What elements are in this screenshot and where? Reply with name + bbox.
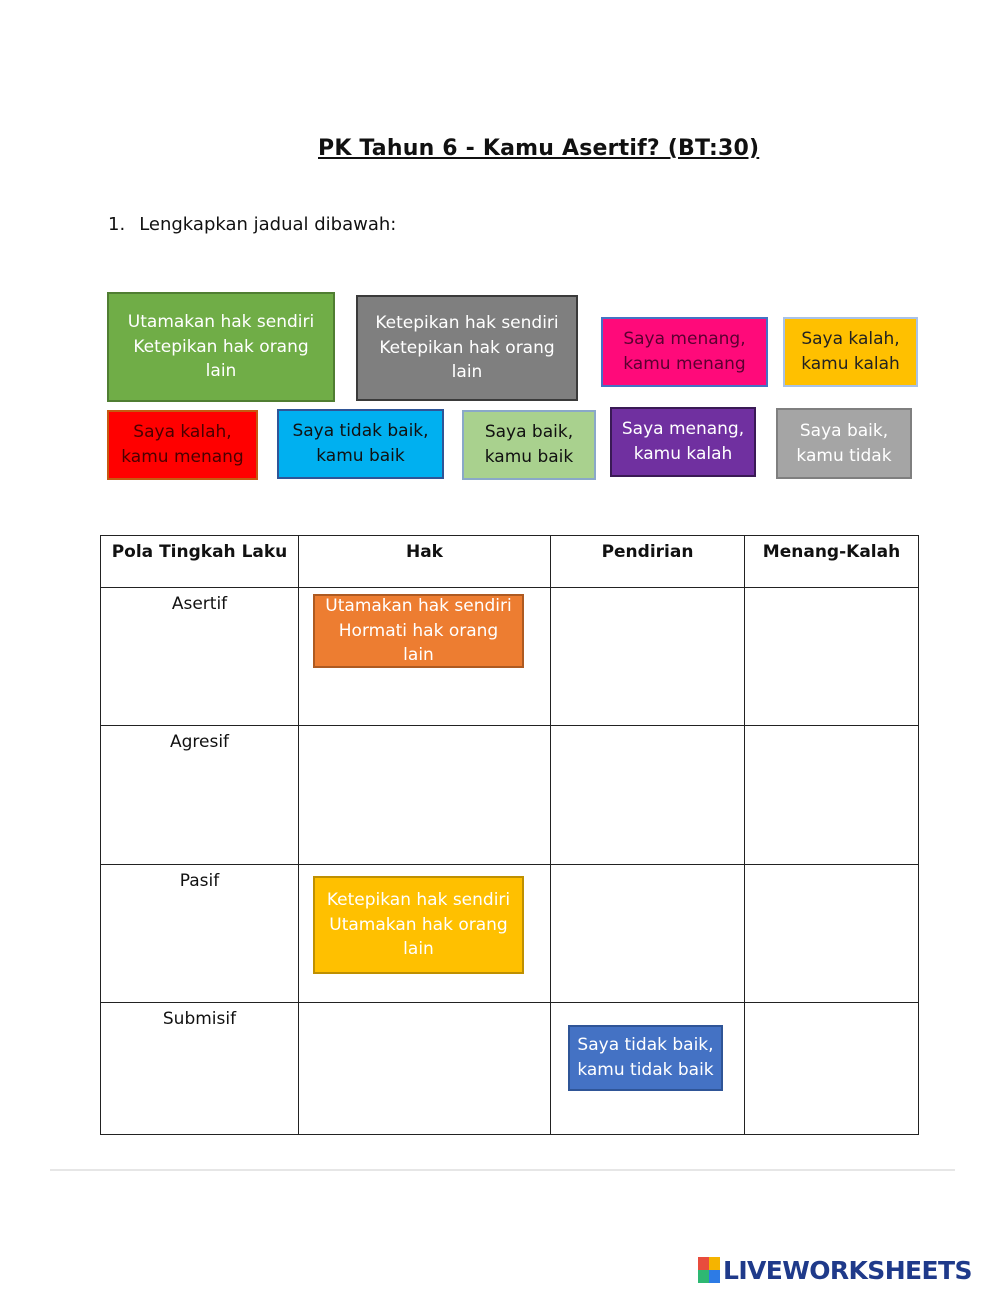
answer-card[interactable]: Saya baik, kamu baik [462,410,596,480]
worksheet-title: PK Tahun 6 - Kamu Asertif? (BT:30) [318,136,760,161]
drop-zone[interactable] [299,1003,551,1135]
row-label-submisif: Submisif [101,1003,299,1135]
row-label-agresif: Agresif [101,726,299,865]
placed-card[interactable]: Saya tidak baik, kamu tidak baik [568,1025,723,1091]
answer-card[interactable]: Saya baik, kamu tidak [776,408,912,479]
header-pola-tingkah-laku: Pola Tingkah Laku [101,536,299,588]
answer-card[interactable]: Saya menang, kamu kalah [610,407,756,477]
drop-zone[interactable] [745,726,919,865]
placed-card[interactable]: Utamakan hak sendiri Hormati hak orang lain [313,594,524,668]
instruction-number: 1. [108,214,126,235]
instruction-text: Lengkapkan jadual dibawah: [139,214,397,235]
liveworksheets-logo-icon [698,1257,720,1283]
drop-zone[interactable] [745,1003,919,1135]
drop-zone[interactable] [745,588,919,726]
answer-card[interactable]: Saya kalah, kamu menang [107,410,258,480]
placed-card[interactable]: Ketepikan hak sendiri Utamakan hak orang lain [313,876,524,974]
row-label-asertif: Asertif [101,588,299,726]
drop-zone[interactable] [745,865,919,1003]
row-label-pasif: Pasif [101,865,299,1003]
brand[interactable] [698,1255,972,1285]
answer-card[interactable]: Saya kalah, kamu kalah [783,317,918,387]
header-hak: Hak [299,536,551,588]
drop-zone[interactable] [551,865,745,1003]
footer-divider [50,1169,955,1171]
header-pendirian: Pendirian [551,536,745,588]
answer-card[interactable]: Saya menang, kamu menang [601,317,768,387]
brand-name: LIVEWORKSHEETS [723,1255,972,1285]
answer-card[interactable]: Ketepikan hak sendiri Ketepikan hak orang lain [356,295,578,401]
drop-zone[interactable] [299,726,551,865]
drop-zone[interactable] [551,588,745,726]
answer-card[interactable]: Utamakan hak sendiri Ketepikan hak orang lain [107,292,335,402]
drop-zone[interactable] [551,726,745,865]
answer-card[interactable]: Saya tidak baik, kamu baik [277,409,444,479]
instruction [108,214,396,235]
header-menang-kalah: Menang-Kalah [745,536,919,588]
